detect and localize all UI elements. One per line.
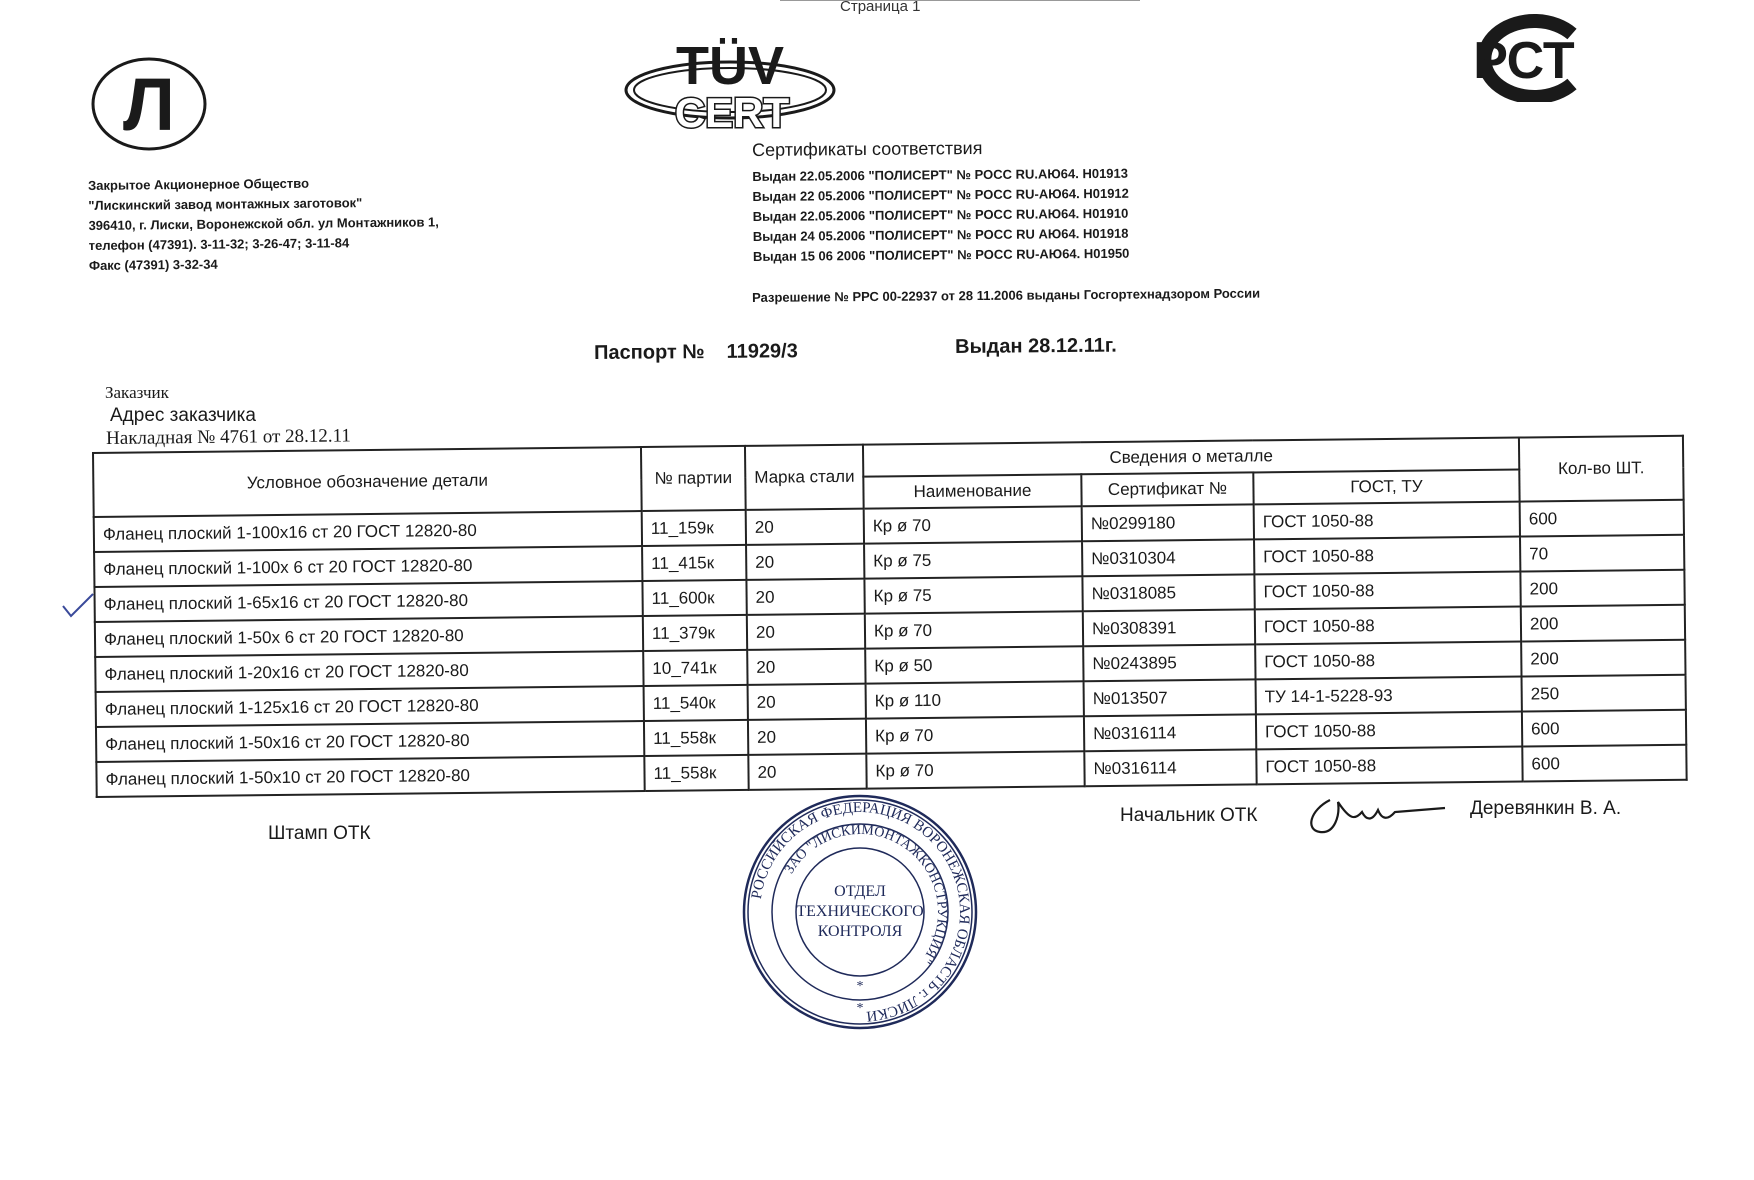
header-name: Наименование xyxy=(863,474,1081,508)
invoice-line: Накладная № 4761 от 28.12.11 xyxy=(106,425,352,449)
otk-seal xyxy=(740,792,980,1037)
parts-table xyxy=(92,435,1688,798)
cert-text: CERT xyxy=(674,89,790,135)
cell-certificate: №0299180 xyxy=(1082,504,1254,541)
header-gost: ГОСТ, ТУ xyxy=(1253,470,1519,505)
cell-batch: 11_379к xyxy=(643,615,747,651)
customer-address-label: Адрес заказчика xyxy=(110,405,256,426)
cell-qty: 200 xyxy=(1521,640,1685,677)
cell-batch: 11_159к xyxy=(642,510,746,546)
passport-label: Паспорт № xyxy=(594,341,705,364)
cell-name: Кр ø 70 xyxy=(865,611,1083,648)
cell-steel: 20 xyxy=(748,754,866,790)
cell-steel: 20 xyxy=(746,544,864,580)
cell-name: Кр ø 70 xyxy=(866,716,1084,753)
cell-batch: 11_415к xyxy=(642,545,746,581)
cell-designation: Фланец плоский 1-100х 6 ст 20 ГОСТ 12820-80 xyxy=(94,546,642,587)
cell-batch: 11_558к xyxy=(644,720,748,756)
certificates-block xyxy=(752,137,1129,267)
certificate-line: Выдан 22.05.2006 "ПОЛИСЕРТ" № РОСС RU.АЮ64. Н01910 xyxy=(752,205,1129,224)
cell-designation: Фланец плоский 1-100х16 ст 20 ГОСТ 12820-80 xyxy=(94,511,642,552)
cell-certificate: №013507 xyxy=(1084,679,1256,716)
cell-qty: 600 xyxy=(1522,710,1686,747)
seal-inner-text: ЗАО "ЛИСКИМОНТАЖКОНСТРУКЦИЯ" xyxy=(782,822,950,967)
cell-gost: ГОСТ 1050-88 xyxy=(1254,572,1520,610)
certificate-line: Выдан 22.05.2006 "ПОЛИСЕРТ" № РОСС RU.АЮ64. Н01913 xyxy=(752,165,1129,184)
cell-steel: 20 xyxy=(748,719,866,755)
rst-logo xyxy=(1468,12,1598,107)
stamp-label: Штамп ОТК xyxy=(268,823,371,844)
seal-center-line: ТЕХНИЧЕСКОГО xyxy=(796,903,924,920)
header-metal-group: Сведения о металле xyxy=(863,438,1519,477)
cell-qty: 200 xyxy=(1521,605,1685,642)
cell-qty: 200 xyxy=(1520,570,1684,607)
company-info xyxy=(88,172,439,276)
cell-certificate: №0316114 xyxy=(1084,749,1256,786)
check-mark xyxy=(60,590,96,625)
header-certificate: Сертификат № xyxy=(1081,472,1253,506)
seal-star-icon: * xyxy=(856,979,864,994)
company-logo-letter: Л xyxy=(123,63,175,146)
cell-name: Кр ø 50 xyxy=(865,646,1083,683)
otk-chief-name: Деревянкин В. А. xyxy=(1470,798,1622,819)
passport-heading xyxy=(594,340,798,365)
cell-name: Кр ø 75 xyxy=(864,541,1082,578)
page-top-line xyxy=(780,0,1140,1)
seal-center-line: КОНТРОЛЯ xyxy=(817,923,903,940)
certificates-title: Сертификаты соответствия xyxy=(752,137,983,160)
permit-line: Разрешение № РРС 00-22937 от 28 11.2006 выданы Госгортехнадзором России xyxy=(752,285,1261,305)
company-line: 396410, г. Лиски, Воронежской обл. ул Монтажников 1, xyxy=(88,214,439,233)
parts-table-wrapper xyxy=(92,435,1686,798)
cell-batch: 11_600к xyxy=(642,580,746,616)
cell-designation: Фланец плоский 1-125х16 ст 20 ГОСТ 12820-80 xyxy=(96,686,644,727)
certificate-line: Выдан 15 06 2006 "ПОЛИСЕРТ" № РОСС RU-АЮ64. Н01950 xyxy=(752,245,1130,264)
company-logo xyxy=(88,54,210,159)
header-qty: Кол-во ШТ. xyxy=(1519,436,1684,502)
header-designation: Условное обозначение детали xyxy=(93,447,642,517)
certificate-line: Выдан 22 05.2006 "ПОЛИСЕРТ" № РОСС RU-АЮ64. Н01912 xyxy=(752,185,1129,204)
seal-center-line: ОТДЕЛ xyxy=(834,883,886,900)
cell-steel: 20 xyxy=(747,614,865,650)
cell-name: Кр ø 70 xyxy=(866,751,1084,788)
cell-designation: Фланец плоский 1-50х 6 ст 20 ГОСТ 12820-80 xyxy=(95,616,643,657)
cell-steel: 20 xyxy=(747,649,865,685)
cell-gost: ГОСТ 1050-88 xyxy=(1255,642,1521,680)
cell-certificate: №0316114 xyxy=(1084,714,1256,751)
cell-steel: 20 xyxy=(746,579,864,615)
cell-steel: 20 xyxy=(746,509,864,545)
tuv-text: TÜV xyxy=(676,36,784,96)
rst-letters: РСТ xyxy=(1473,32,1575,90)
seal-star-icon: * xyxy=(856,1001,864,1016)
cell-designation: Фланец плоский 1-65х16 ст 20 ГОСТ 12820-80 xyxy=(94,581,642,622)
cell-qty: 250 xyxy=(1522,675,1686,712)
signature xyxy=(1300,790,1450,845)
company-line: Закрытое Акционерное Общество xyxy=(88,175,310,193)
company-line: "Лискинский завод монтажных заготовок" xyxy=(88,195,363,213)
cell-qty: 70 xyxy=(1520,535,1684,572)
cell-certificate: №0308391 xyxy=(1083,609,1255,646)
cell-certificate: №0318085 xyxy=(1082,574,1254,611)
cell-gost: ГОСТ 1050-88 xyxy=(1256,712,1522,750)
header-steel: Марка стали xyxy=(745,445,864,510)
cell-qty: 600 xyxy=(1522,745,1686,782)
cell-gost: ГОСТ 1050-88 xyxy=(1255,607,1521,645)
cell-batch: 11_540к xyxy=(644,685,748,721)
customer-label: Заказчик xyxy=(105,383,169,402)
cell-name: Кр ø 70 xyxy=(864,506,1082,543)
cell-designation: Фланец плоский 1-20х16 ст 20 ГОСТ 12820-80 xyxy=(95,651,643,692)
cell-batch: 11_558к xyxy=(644,755,748,791)
cell-qty: 600 xyxy=(1520,500,1684,537)
cell-designation: Фланец плоский 1-50х10 ст 20 ГОСТ 12820-80 xyxy=(96,756,644,797)
seal-outer-text: РОССИЙСКАЯ ФЕДЕРАЦИЯ ВОРОНЕЖСКАЯ ОБЛАСТЬ г. ЛИСКИ xyxy=(748,799,973,1024)
page-label: Страница 1 xyxy=(840,0,921,15)
cell-batch: 10_741к xyxy=(643,650,747,686)
cell-designation: Фланец плоский 1-50х16 ст 20 ГОСТ 12820-80 xyxy=(96,721,644,762)
tuv-cert-logo xyxy=(620,20,840,140)
cell-gost: ГОСТ 1050-88 xyxy=(1254,537,1520,575)
header-batch: № партии xyxy=(641,446,746,511)
passport-issued: Выдан 28.12.11г. xyxy=(955,334,1117,358)
cell-certificate: №0310304 xyxy=(1082,539,1254,576)
certificate-line: Выдан 24 05.2006 "ПОЛИСЕРТ" № РОСС RU АЮ64. Н01918 xyxy=(752,225,1129,244)
cell-steel: 20 xyxy=(748,684,866,720)
cell-gost: ТУ 14-1-5228-93 xyxy=(1256,677,1522,715)
cell-name: Кр ø 110 xyxy=(866,681,1084,718)
passport-number: 11929/3 xyxy=(726,340,798,363)
cell-certificate: №0243895 xyxy=(1083,644,1255,681)
otk-chief-label: Начальник ОТК xyxy=(1120,805,1258,826)
company-line: Факс (47391) 3-32-34 xyxy=(88,256,218,273)
cell-gost: ГОСТ 1050-88 xyxy=(1256,747,1522,785)
company-line: телефон (47391). 3-11-32; 3-26-47; 3-11-84 xyxy=(88,235,350,253)
cell-gost: ГОСТ 1050-88 xyxy=(1254,502,1520,540)
cell-name: Кр ø 75 xyxy=(864,576,1082,613)
